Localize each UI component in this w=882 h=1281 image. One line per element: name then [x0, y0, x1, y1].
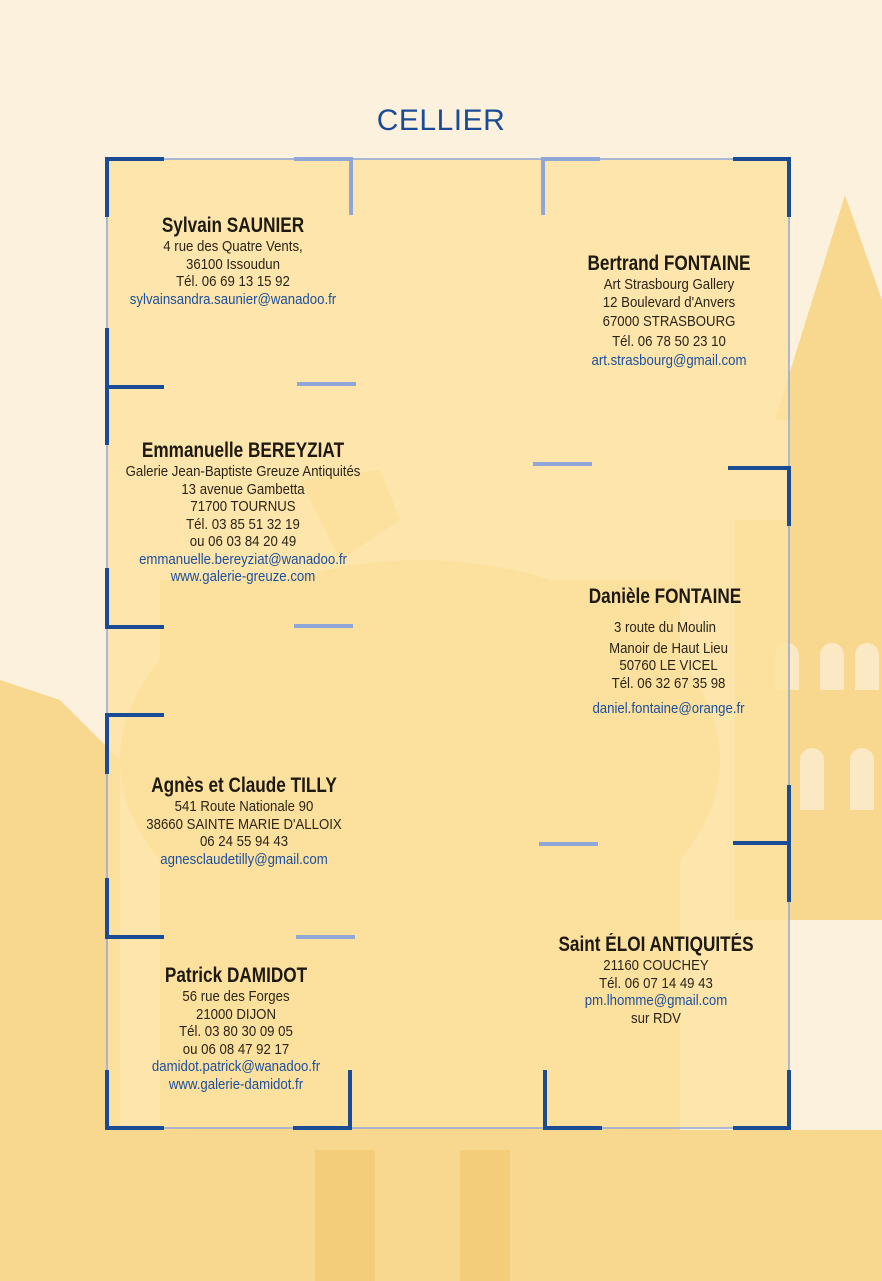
phone: ou 06 08 47 92 17 [182, 1040, 290, 1058]
phone: Tél. 06 78 50 23 10 [612, 332, 726, 350]
email-link[interactable]: daniel.fontaine@orange.fr [592, 700, 745, 717]
address-line: Manoir de Haut Lieu [609, 639, 728, 657]
email-link[interactable]: emmanuelle.bereyziat@wanadoo.fr [139, 550, 347, 568]
address-line: 21160 COUCHEY [603, 957, 709, 974]
phone: Tél. 03 85 51 32 19 [186, 515, 300, 533]
email-link[interactable]: damidot.patrick@wanadoo.fr [151, 1058, 321, 1075]
exhibitor-name: Patrick DAMIDOT [164, 964, 308, 987]
phone: 06 24 55 94 43 [199, 833, 289, 850]
address-line: 541 Route Nationale 90 [174, 798, 314, 815]
phone: Tél. 06 69 13 15 92 [176, 273, 290, 290]
appointment-note: sur RDV [631, 1009, 681, 1027]
gallery-name: Galerie Jean-Baptiste Greuze Antiquités [125, 463, 361, 480]
email-link[interactable]: art.strasbourg@gmail.com [591, 352, 747, 369]
address-line: 12 Boulevard d'Anvers [602, 293, 736, 311]
address-line: 71700 TOURNUS [190, 498, 296, 515]
website-link[interactable]: www.galerie-damidot.fr [168, 1075, 304, 1093]
page-title: CELLIER [376, 104, 506, 137]
address-line: Art Strasbourg Gallery [603, 276, 735, 293]
exhibitor-emmanuelle-bereyziat [111, 438, 375, 586]
address-line: 50760 LE VICEL [619, 657, 718, 674]
address-line: 21000 DIJON [196, 1005, 276, 1023]
phone: Tél. 06 32 67 35 98 [611, 674, 726, 692]
address-line: 36100 Issoudun [186, 255, 280, 273]
address-line: 67000 STRASBOURG [602, 313, 736, 330]
address-line: 3 route du Moulin [614, 619, 716, 636]
phone: Tél. 03 80 30 09 05 [179, 1023, 293, 1040]
exhibitor-bertrand-fontaine [537, 251, 801, 370]
exhibitor-name: Bertrand FONTAINE [587, 252, 751, 275]
exhibitor-name: Saint ÉLOI ANTIQUITÉS [558, 933, 754, 956]
exhibitor-name: Danièle FONTAINE [588, 585, 742, 608]
exhibitor-name: Emmanuelle BEREYZIAT [141, 439, 345, 462]
email-link[interactable]: agnesclaudetilly@gmail.com [160, 850, 328, 868]
exhibitor-sylvain-saunier [101, 213, 365, 308]
exhibitor-patrick-damidot [104, 963, 368, 1093]
email-link[interactable]: sylvainsandra.saunier@wanadoo.fr [129, 290, 337, 308]
phone: Tél. 06 07 14 49 43 [599, 974, 713, 992]
exhibitor-name: Agnès et Claude TILLY [151, 774, 337, 797]
email-link[interactable]: pm.lhomme@gmail.com [584, 992, 728, 1009]
address-line: 13 avenue Gambetta [181, 480, 305, 498]
phone: ou 06 03 84 20 49 [189, 533, 297, 550]
exhibitor-saint-eloi-antiquites [524, 932, 788, 1027]
exhibitor-daniele-fontaine [533, 584, 797, 718]
website-link[interactable]: www.galerie-greuze.com [170, 568, 316, 585]
address-line: 38660 SAINTE MARIE D'ALLOIX [146, 815, 342, 833]
address-line: 56 rue des Forges [182, 988, 290, 1005]
exhibitor-name: Sylvain SAUNIER [161, 214, 305, 237]
address-line: 4 rue des Quatre Vents, [163, 238, 303, 255]
exhibitor-agnes-claude-tilly [112, 773, 376, 868]
